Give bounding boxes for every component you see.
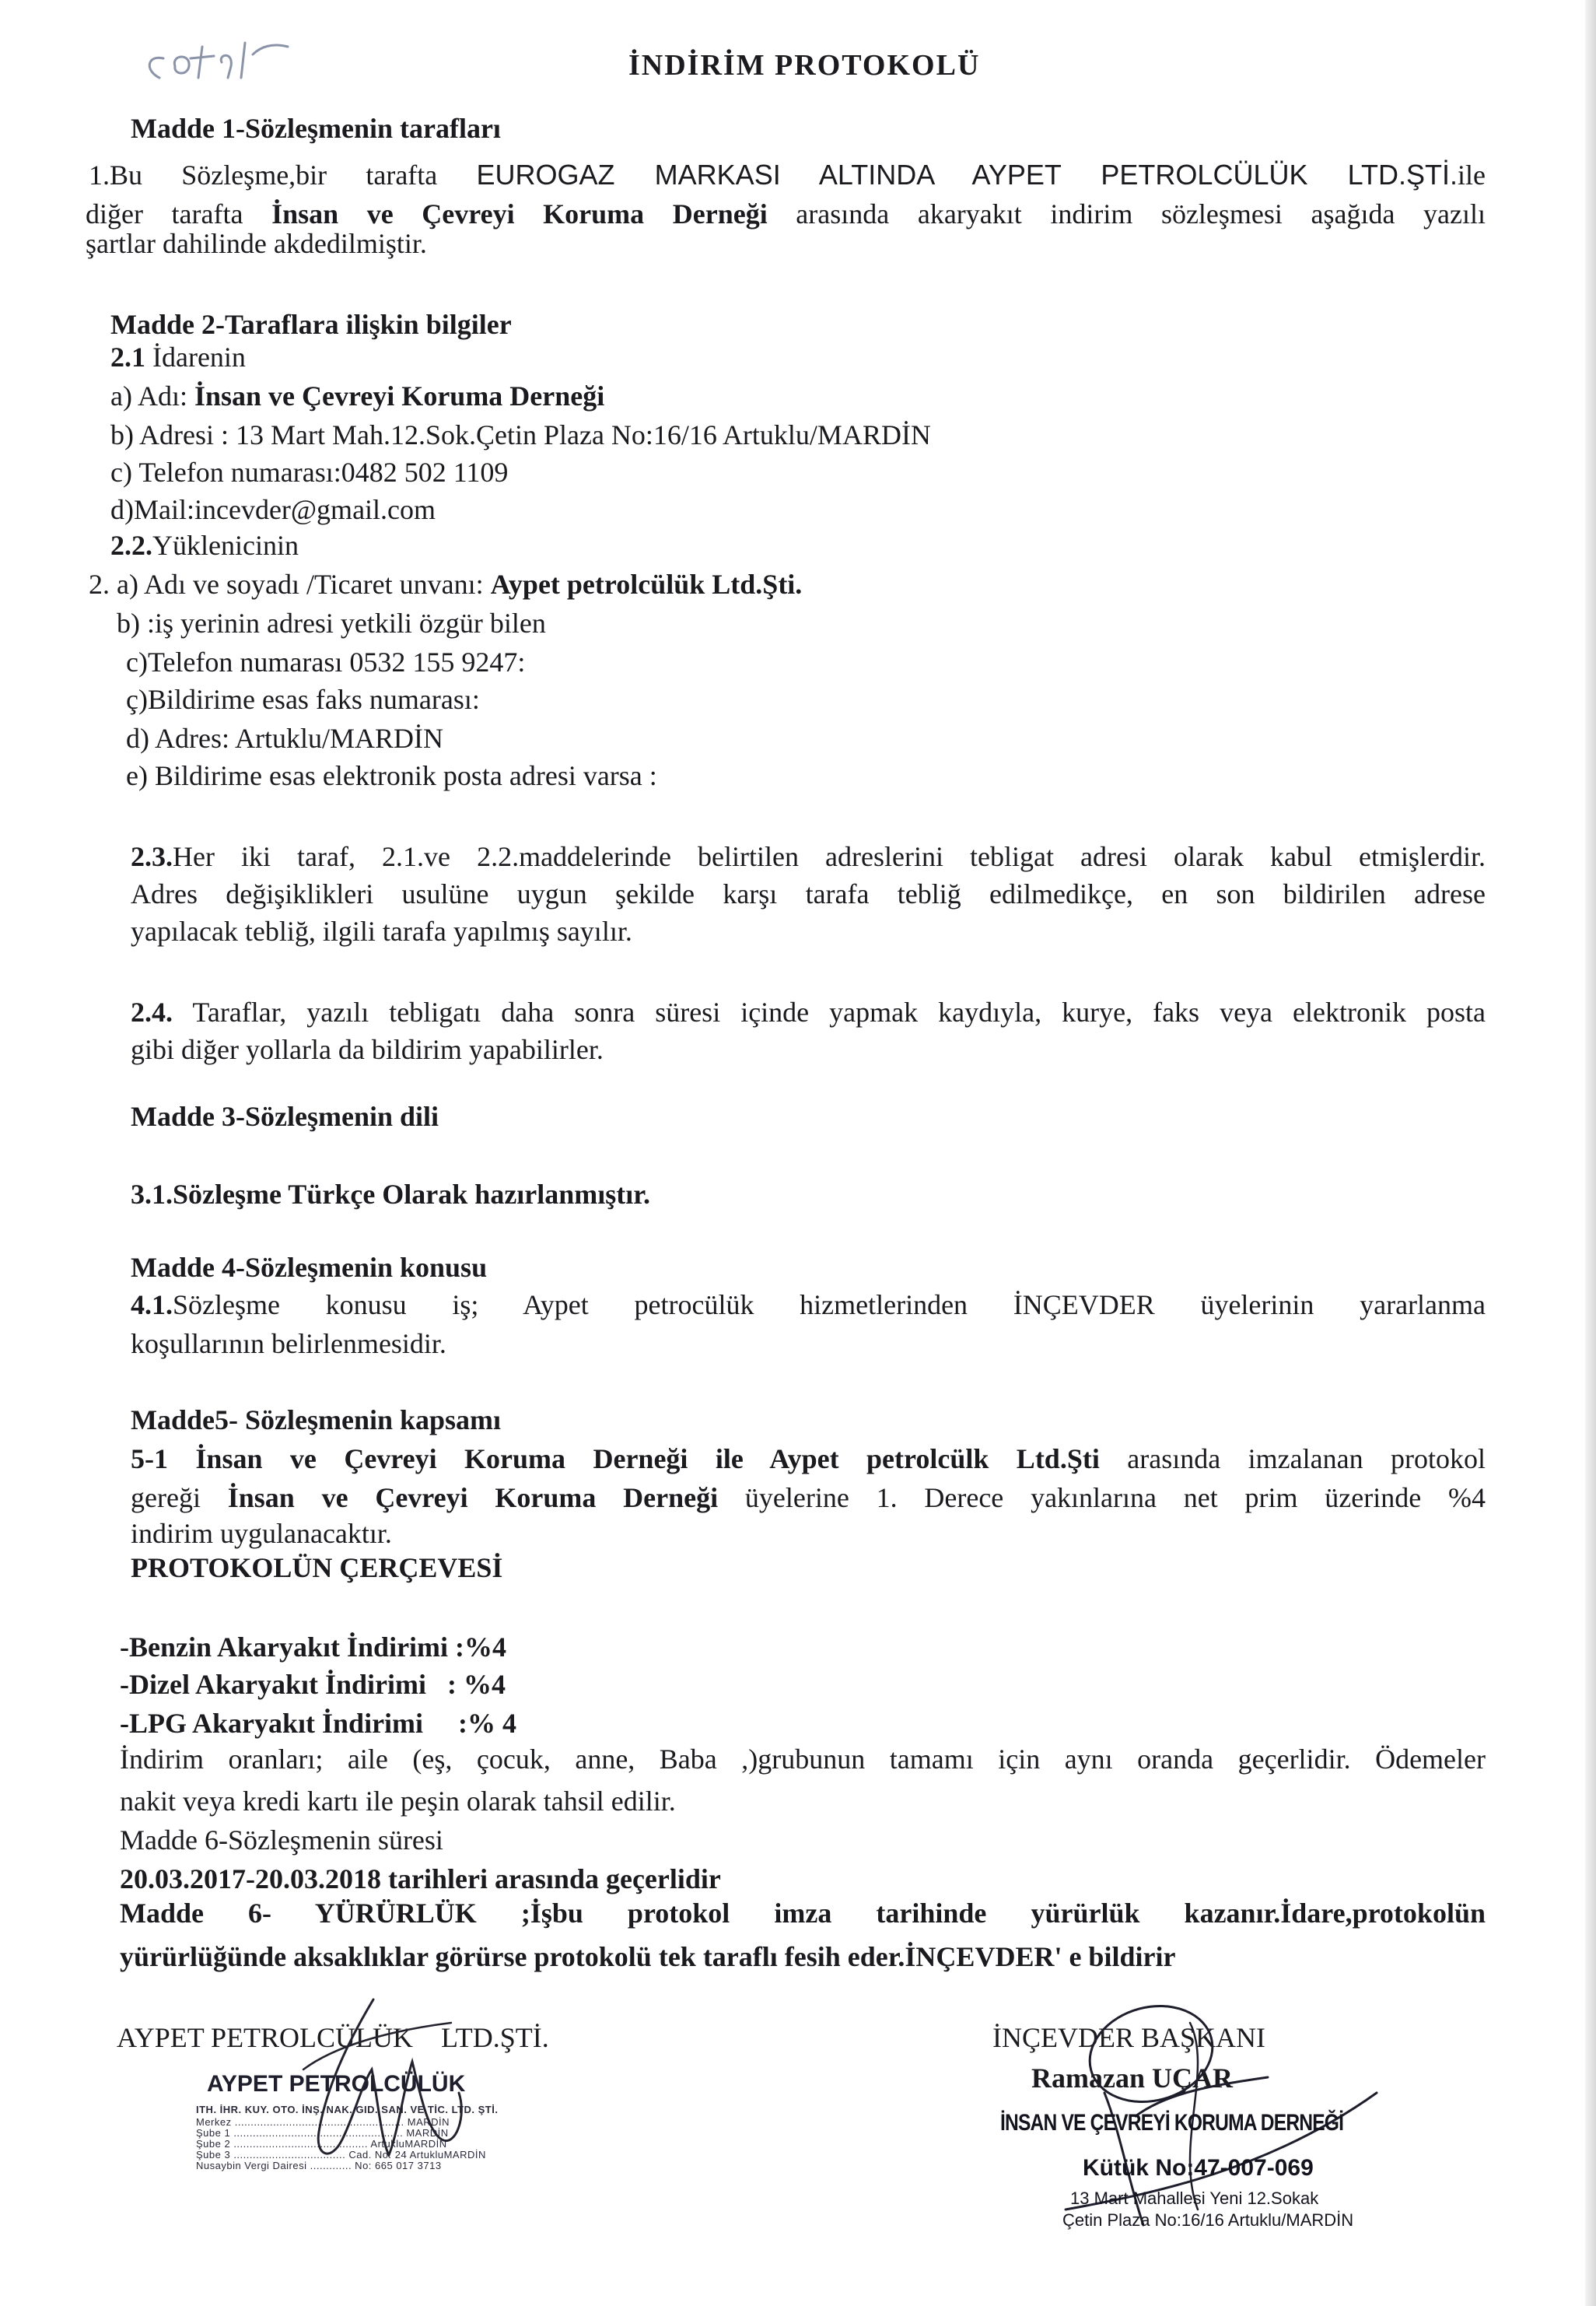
section-2-2-number: 2.2. — [110, 530, 152, 561]
scan-edge — [1585, 0, 1596, 2306]
aypet-stamp-line1: ITH. İHR. KUY. OTO. İNŞ. NAK. GID. SAN. VE TİC. LTD. ŞTİ. — [196, 2104, 499, 2115]
aypet-stamp-line3: Şube 1 ..................................................... MARDİN — [196, 2127, 449, 2139]
dizel-indirimi: -Dizel Akaryakıt İndirimi : %4 — [120, 1669, 506, 1700]
section-2-2 — [110, 531, 299, 562]
madde1-line1 — [89, 156, 1486, 195]
section-2-1 — [110, 342, 246, 373]
madde1-line3: şartlar dahilinde akdedilmiştir. — [86, 228, 427, 259]
section-2-3-line2: Adres değişiklikleri usulüne uygun şekilde karşı tarafa tebliğ edilmedikçe, en son bildirilen adrese — [131, 878, 1486, 909]
aypet-stamp-line6: Nusaybin Vergi Dairesi ............. No: 665 017 3713 — [196, 2160, 442, 2171]
idare-adi-label: a) Adı: — [110, 380, 194, 412]
madde2-heading: Madde 2-Taraflara ilişkin bilgiler — [110, 309, 512, 340]
incevder-stamp-kutuk: Kütük No:47-007-069 — [1083, 2155, 1314, 2181]
incevder-stamp-addr2: Çetin Plaza No:16/16 Artuklu/MARDİN — [1062, 2210, 1354, 2230]
section-2-4-line1 — [131, 993, 1486, 1032]
madde5-dernek: İnsan ve Çevreyi Koruma Derneği — [227, 1482, 719, 1513]
section-2-1-label: İdarenin — [145, 342, 246, 373]
section-4-1-line2: koşullarının belirlenmesidir. — [131, 1328, 446, 1359]
madde5-line1-b: arasında imzalanan protokol — [1099, 1443, 1486, 1474]
madde5-parties: 5-1 İnsan ve Çevreyi Koruma Derneği ile Aypet petrolcülk Ltd.Şti — [131, 1443, 1100, 1474]
yuklenici-eposta: e) Bildirime esas elektronik posta adresi varsa : — [126, 760, 657, 791]
madde3-heading: Madde 3-Sözleşmenin dili — [131, 1101, 439, 1132]
madde1-heading: Madde 1-Sözleşmenin tarafları — [131, 113, 501, 144]
aypet-stamp-title: AYPET PETROLCÜLÜK — [207, 2071, 466, 2097]
section-2-3-line3: yapılacak tebliğ, ilgili tarafa yapılmış sayılır. — [131, 916, 632, 947]
aypet-stamp-line5: Şube 3 ................................... Cad. No: 24 ArtukluMARDİN — [196, 2149, 486, 2161]
yuklenici-adi — [89, 569, 802, 601]
madde6-period: 20.03.2017-20.03.2018 tarihleri arasında geçerlidir — [120, 1863, 721, 1894]
section-2-4-line2: gibi diğer yollarla da bildirim yapabilirler. — [131, 1034, 604, 1065]
aypet-stamp-line2: Merkez ..................................................... MARDİN — [196, 2116, 450, 2128]
idare-mail: d)Mail:incevder@gmail.com — [110, 494, 436, 525]
madde1-party-aypet: EUROGAZ MARKASI ALTINDA AYPET PETROLCÜLÜK LTD.ŞTİ. — [476, 159, 1458, 191]
right-party-title: İNÇEVDER BAŞKANI — [992, 2022, 1265, 2053]
section-2-2-label: Yüklenicinin — [152, 530, 299, 561]
aypet-stamp-line4: Şube 2 .......................................... ArtukluMARDİN — [196, 2138, 447, 2150]
cerceve-note-line2: nakit veya kredi kartı ile peşin olarak tahsil edilir. — [120, 1786, 676, 1817]
yuklenici-adi-label: a) Adı ve soyadı /Ticaret unvanı: — [110, 569, 491, 600]
section-2-4-text1: Taraflar, yazılı tebligatı daha sonra süresi içinde yapmak kaydıyla, kurye, faks veya elektronik posta — [173, 997, 1486, 1028]
madde5-line3: indirim uygulanacaktır. — [131, 1518, 392, 1549]
madde1-line1-a: 1.Bu Sözleşme,bir tarafta — [89, 159, 477, 191]
idare-adi — [110, 381, 604, 412]
section-2-4-number: 2.4. — [131, 997, 173, 1028]
madde6-yururluk-line2: yürürlüğünde aksaklıklar görürse protokolü tek taraflı fesih eder.İNÇEVDER' e bildirir — [120, 1941, 1176, 1972]
madde5-line2 — [131, 1478, 1486, 1517]
madde1-line2-a: diğer tarafta — [86, 198, 272, 230]
benzin-indirimi: -Benzin Akaryakıt İndirimi :%4 — [120, 1631, 507, 1663]
yuklenici-adres: d) Adres: Artuklu/MARDİN — [126, 723, 443, 754]
section-2-3-number: 2.3. — [131, 841, 173, 872]
madde4-heading: Madde 4-Sözleşmenin konusu — [131, 1252, 488, 1283]
yuklenici-telefon: c)Telefon numarası 0532 155 9247: — [126, 647, 526, 678]
yuklenici-adi-value: Aypet petrolcülük Ltd.Şti. — [490, 569, 803, 600]
madde1-line2-c: arasında akaryakıt indirim sözleşmesi aşağıda yazılı — [767, 198, 1486, 230]
incevder-stamp — [1000, 2110, 1405, 2281]
left-party-title: AYPET PETROLCÜLÜK LTD.ŞTİ. — [117, 2022, 549, 2053]
madde6-heading: Madde 6-Sözleşmenin süresi — [120, 1824, 443, 1856]
section-2-1-number: 2.1 — [110, 342, 145, 373]
idare-adres: b) Adresi : 13 Mart Mah.12.Sok.Çetin Plaza No:16/16 Artuklu/MARDİN — [110, 419, 931, 450]
idare-telefon: c) Telefon numarası:0482 502 1109 — [110, 457, 509, 488]
madde1-line1-c: ile — [1458, 159, 1486, 191]
right-party-name: Ramazan UÇAR — [1031, 2062, 1233, 2094]
madde5-line1 — [131, 1439, 1486, 1478]
aypet-signature — [194, 1976, 521, 2186]
incevder-stamp-title: İNSAN VE ÇEVREYİ KORUMA DERNEĞİ — [1000, 2110, 1344, 2136]
cerceve-heading: PROTOKOLÜN ÇERÇEVESİ — [131, 1552, 503, 1583]
yuklenici-faks: ç)Bildirime esas faks numarası: — [126, 684, 480, 715]
madde6-yururluk-line1: Madde 6- YÜRÜRLÜK ;İşbu protokol imza tarihinde yürürlük kazanır.İdare,protokolün — [120, 1898, 1486, 1929]
madde5-heading: Madde5- Sözleşmenin kapsamı — [131, 1404, 502, 1435]
madde1-party-dernek: İnsan ve Çevreyi Koruma Derneği — [271, 198, 768, 230]
section-2-3-text1: Her iki taraf, 2.1.ve 2.2.maddelerinde belirtilen adreslerini tebligat adresi olarak kabul etmişlerdir. — [173, 841, 1486, 872]
incevder-stamp-addr1: 13 Mart Mahallesi Yeni 12.Sokak — [1070, 2189, 1319, 2208]
yuklenici-prefix: 2. — [89, 569, 110, 600]
yuklenici-isyeri: b) :iş yerinin adresi yetkili özgür bilen — [117, 608, 546, 639]
section-4-1-text1: Sözleşme konusu iş; Aypet petrocülük hizmetlerinden İNÇEVDER üyelerinin yararlanma — [173, 1289, 1486, 1320]
document-title: İNDİRİM PROTOKOLÜ — [628, 49, 981, 82]
section-4-1-number: 4.1. — [131, 1289, 173, 1320]
idare-adi-value: İnsan ve Çevreyi Koruma Derneği — [194, 380, 605, 412]
madde5-line2-a: gereği — [131, 1482, 228, 1513]
section-4-1-line1 — [131, 1285, 1486, 1324]
cerceve-note-line1: İndirim oranları; aile (eş, çocuk, anne, Baba ,)grubunun tamamı için aynı oranda geçerlidir. Ödemeler — [120, 1744, 1486, 1775]
lpg-indirimi: -LPG Akaryakıt İndirimi :% 4 — [120, 1708, 517, 1739]
section-3-1: 3.1.Sözleşme Türkçe Olarak hazırlanmıştır. — [131, 1179, 650, 1210]
handwritten-mark — [136, 23, 299, 93]
madde5-line2-c: üyelerine 1. Derece yakınlarına net prim üzerinde %4 — [718, 1482, 1486, 1513]
section-2-3-line1 — [131, 837, 1486, 876]
